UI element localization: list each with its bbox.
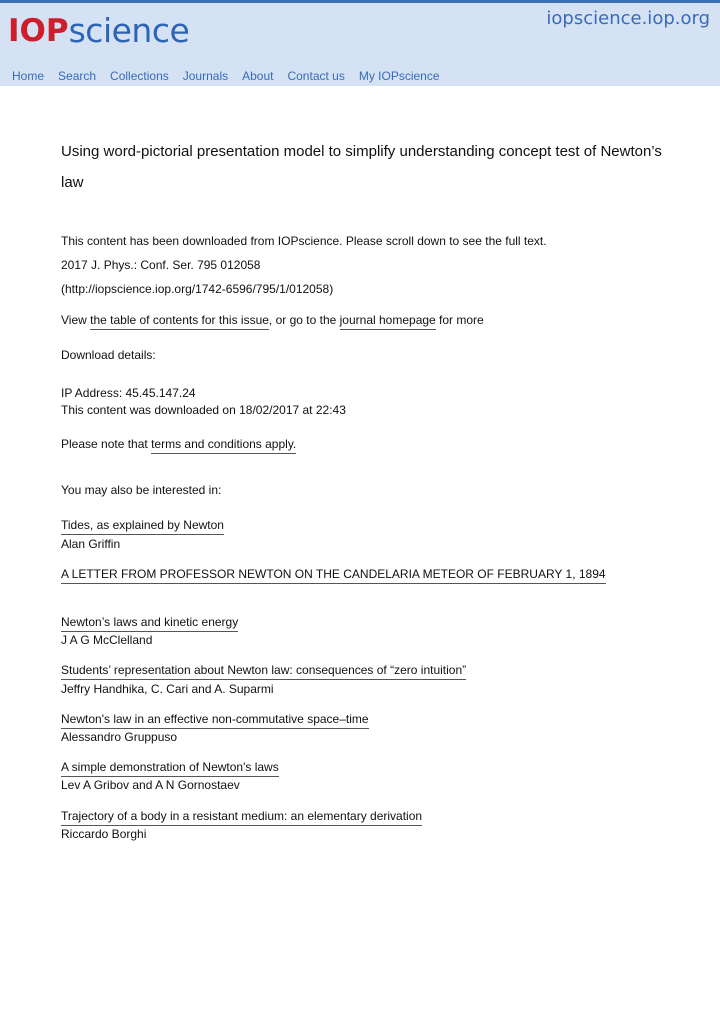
view-suffix: for more: [435, 313, 484, 327]
article-title: Using word-pictorial presentation model to simplify understanding concept test of Newton’s law: [61, 143, 662, 191]
related-title-link[interactable]: Newton’s laws and kinetic energy: [61, 615, 238, 632]
related-title-link[interactable]: Newton's law in an effective non-commutative space–time: [61, 712, 369, 729]
related-item: [61, 760, 279, 774]
downloaded-on: This content was downloaded on 18/02/2017 at 22:43: [61, 403, 346, 417]
view-middle: , or go to the: [268, 313, 340, 327]
related-item: [61, 567, 606, 581]
related-title-link[interactable]: Tides, as explained by Newton: [61, 518, 224, 535]
related-authors: J A G McClelland: [61, 633, 153, 647]
nav-search[interactable]: Search: [58, 69, 97, 83]
main-nav: [0, 66, 720, 86]
related-authors: Lev A Gribov and A N Gornostaev: [61, 778, 240, 792]
terms-prefix: Please note that: [61, 437, 152, 451]
iopscience-logo[interactable]: [8, 8, 189, 48]
related-authors: Alan Griffin: [61, 537, 121, 551]
related-authors: Alessandro Gruppuso: [61, 730, 178, 744]
related-item: [61, 663, 466, 677]
logo-science-text: science: [68, 11, 190, 50]
article-url: (http://iopscience.iop.org/1742-6596/795/1/012058): [61, 282, 334, 296]
terms-line: [61, 437, 296, 451]
ip-address: IP Address: 45.45.147.24: [61, 386, 196, 400]
site-header: [0, 0, 720, 86]
nav-about[interactable]: About: [242, 69, 274, 83]
article-citation: 2017 J. Phys.: Conf. Ser. 795 012058: [61, 258, 261, 272]
view-line: [61, 313, 484, 327]
related-heading: You may also be interested in:: [61, 483, 222, 497]
nav-my-iopscience[interactable]: My IOPscience: [358, 69, 440, 83]
related-authors: Riccardo Borghi: [61, 827, 147, 841]
related-title-link[interactable]: Students’ representation about Newton law: consequences of “zero intuition”: [61, 663, 466, 680]
terms-link[interactable]: terms and conditions apply.: [151, 437, 296, 454]
nav-home[interactable]: Home: [12, 69, 45, 83]
download-details-heading: Download details:: [61, 348, 156, 362]
related-item: [61, 518, 224, 532]
download-notice: This content has been downloaded from IOPscience. Please scroll down to see the full text.: [61, 234, 547, 248]
related-title-link[interactable]: Trajectory of a body in a resistant medium: an elementary derivation: [61, 809, 422, 826]
related-item: [61, 712, 369, 726]
site-url[interactable]: iopscience.iop.org: [546, 8, 710, 29]
related-item: [61, 615, 238, 629]
related-title-link[interactable]: A LETTER FROM PROFESSOR NEWTON ON THE CANDELARIA METEOR OF FEBRUARY 1, 1894: [61, 567, 606, 584]
toc-link[interactable]: the table of contents for this issue: [90, 313, 269, 330]
nav-collections[interactable]: Collections: [110, 69, 169, 83]
related-title-link[interactable]: A simple demonstration of Newton's laws: [61, 760, 279, 777]
related-item: [61, 809, 422, 823]
nav-journals[interactable]: Journals: [182, 69, 229, 83]
related-authors: Jeffry Handhika, C. Cari and A. Suparmi: [61, 682, 274, 696]
nav-contact-us[interactable]: Contact us: [287, 69, 345, 83]
view-prefix: View: [61, 313, 91, 327]
journal-homepage-link[interactable]: journal homepage: [340, 313, 436, 330]
logo-iop-text: IOP: [8, 13, 69, 49]
